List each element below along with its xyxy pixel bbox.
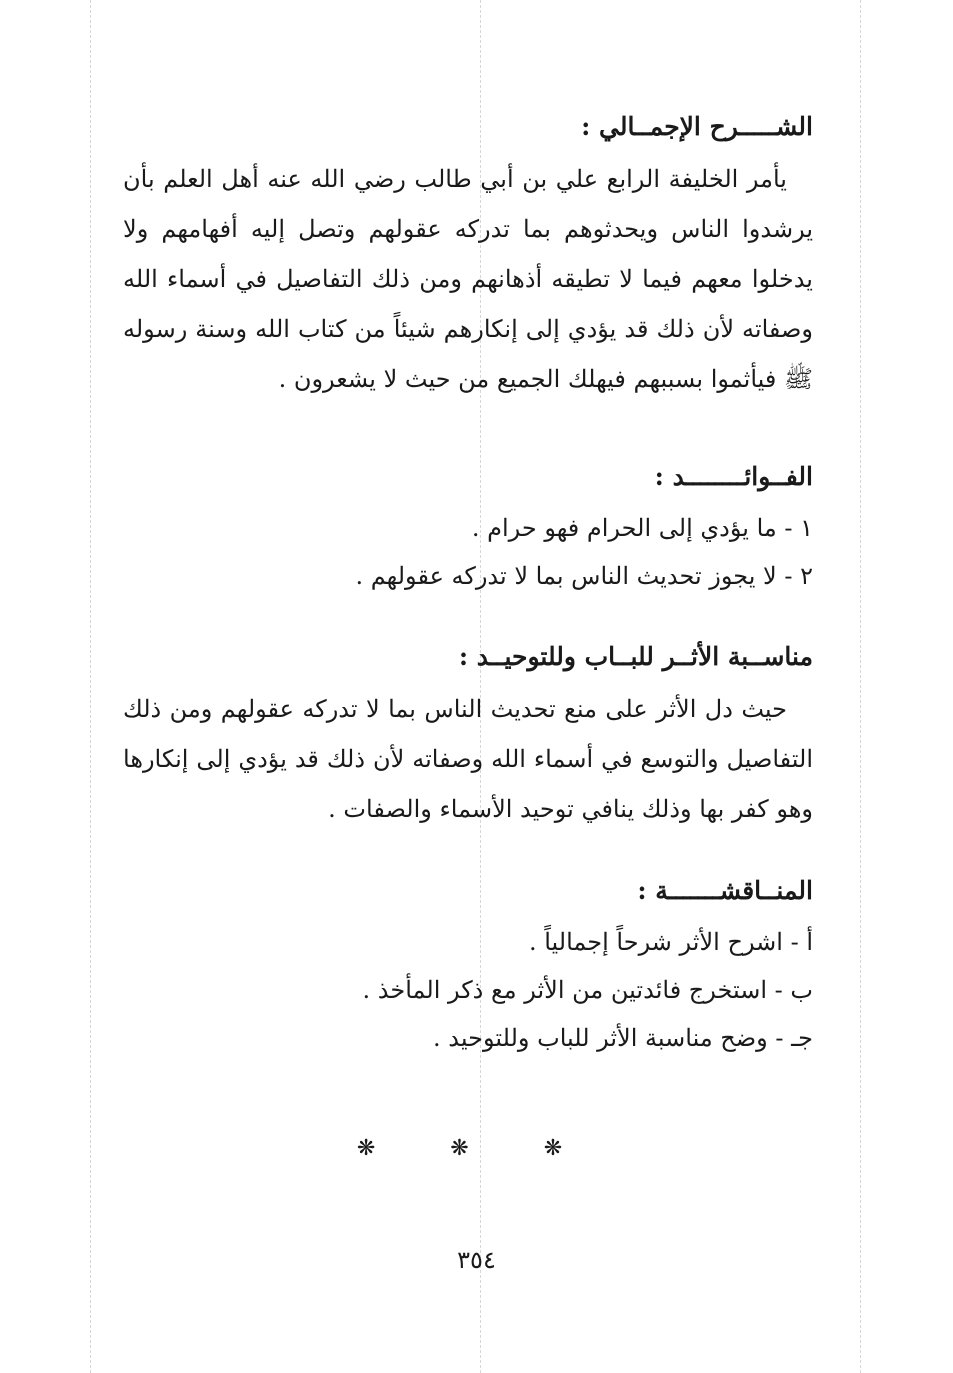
scan-guide-line: [860, 0, 861, 1373]
discussion-item: ب - استخرج فائدتين من الأثر مع ذكر المأخذ .: [362, 976, 813, 1004]
benefits-heading: الفــوائــــــــد :: [654, 462, 813, 491]
summary-heading: الشـــــرح الإجمــالي :: [581, 112, 813, 141]
page-number: ٣٥٤: [457, 1246, 496, 1274]
summary-text: يأمر الخليفة الرابع علي بن أبي طالب رضي الله عنه أهل العلم بأن يرشدوا الناس ويحدثوهم بما تدركه عقولهم وتصل إليه أفهامهم ولا يدخلوا معهم فيما لا تطيقه أذهانهم ومن ذلك التفاصيل في أسماء الله وصفاته لأن ذلك قد يؤدي إلى إنكارهم شيئاً من كتاب الله وسنة رسوله ﷺ فيأثموا بسببهم فيهلك الجميع من حيث لا يشعرون .: [123, 165, 813, 393]
relevance-heading: مناســبة الأثــر للبــاب وللتوحيــد :: [458, 642, 813, 671]
summary-paragraph: [123, 154, 813, 404]
relevance-text: حيث دل الأثر على منع تحديث الناس بما لا تدركه عقولهم ومن ذلك التفاصيل والتوسع في أسماء الله وصفاته لأن ذلك قد يؤدي إلى إنكارها وهو كفر بها وذلك ينافي توحيد الأسماء والصفات .: [123, 695, 813, 823]
benefit-item: ١ - ما يؤدي إلى الحرام فهو حرام .: [471, 514, 813, 542]
section-divider: ❋ ❋ ❋: [356, 1136, 597, 1161]
discussion-item: جـ - وضح مناسبة الأثر للباب وللتوحيد .: [433, 1024, 813, 1052]
discussion-item: أ - اشرح الأثر شرحاً إجمالياً .: [528, 928, 813, 956]
page-content: [123, 100, 813, 1062]
scan-guide-line: [90, 0, 91, 1373]
relevance-paragraph: [123, 684, 813, 834]
benefit-item: ٢ - لا يجوز تحديث الناس بما لا تدركه عقولهم .: [355, 562, 813, 590]
discussion-heading: المنــاقشـــــــة :: [637, 876, 813, 905]
